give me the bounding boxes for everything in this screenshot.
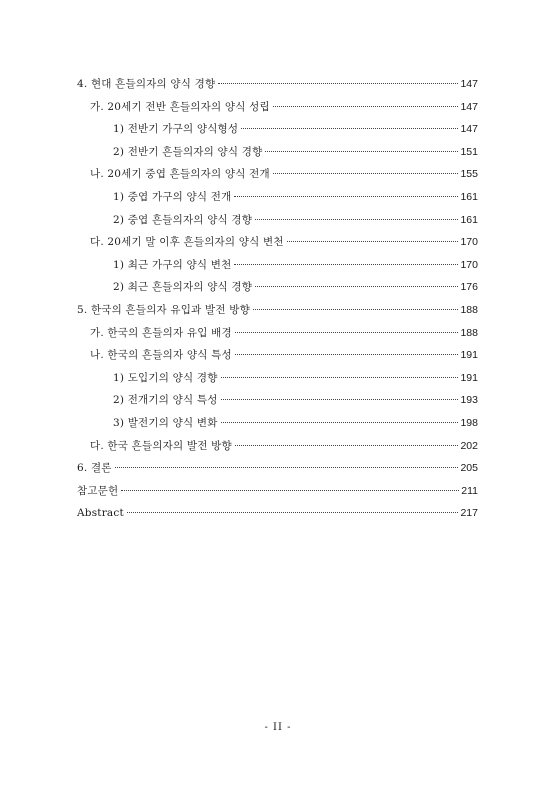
toc-entry-title: 2) 중엽 흔들의자의 양식 경향 [113, 213, 253, 226]
toc-entry[interactable] [77, 141, 478, 164]
toc-entry-title: 1) 도입기의 양식 경향 [113, 371, 218, 384]
dot-leader [265, 150, 458, 152]
toc-entry[interactable] [77, 96, 478, 119]
toc-entry[interactable] [77, 186, 478, 209]
toc-entry-page: 147 [460, 78, 478, 90]
toc-entry-title: 6. 결론 [77, 462, 112, 475]
toc-entry[interactable] [77, 322, 478, 345]
toc-entry[interactable] [77, 389, 478, 412]
toc-entry-title: 가. 한국의 흔들의자 유입 배경 [90, 326, 232, 339]
toc-entry-title: 나. 한국의 흔들의자 양식 특성 [90, 349, 232, 362]
toc-entry-page: 147 [460, 100, 478, 113]
toc-entry-title: 나. 20세기 중엽 흔들의자의 양식 전개 [90, 168, 270, 181]
toc-entry[interactable] [77, 73, 478, 96]
toc-entry[interactable] [77, 480, 478, 503]
dot-leader [287, 240, 459, 242]
toc-entry[interactable] [77, 209, 478, 232]
toc-entry[interactable] [77, 412, 478, 435]
toc-entry[interactable] [77, 163, 478, 186]
toc-entry-page: 205 [460, 462, 478, 475]
dot-leader [273, 172, 459, 174]
toc-entry[interactable] [77, 502, 478, 525]
dot-leader [255, 285, 458, 287]
dot-leader [234, 195, 458, 197]
toc-entry-title: 3) 발전기의 양식 변화 [113, 416, 218, 429]
table-of-contents [77, 73, 478, 525]
toc-entry-page: 170 [460, 258, 478, 271]
dot-leader [235, 444, 459, 446]
toc-entry-title: 4. 현대 흔들의자의 양식 경향 [77, 78, 216, 90]
toc-entry-title: 5. 한국의 흔들의자 유입과 발전 방향 [77, 303, 250, 316]
dot-leader [273, 105, 459, 107]
toc-entry-title: 참고문헌 [77, 484, 119, 497]
dot-leader [221, 421, 459, 423]
toc-entry[interactable] [77, 231, 478, 254]
toc-entry-page: 151 [460, 145, 478, 158]
dot-leader [241, 127, 458, 129]
toc-entry[interactable] [77, 344, 478, 367]
dot-leader [235, 353, 459, 355]
toc-entry-page: 161 [460, 213, 478, 226]
toc-entry[interactable] [77, 367, 478, 390]
dot-leader [255, 218, 458, 220]
dot-leader [115, 466, 459, 468]
toc-entry-title: 1) 중엽 가구의 양식 전개 [113, 190, 232, 203]
dot-leader [235, 331, 459, 333]
toc-entry-title: 다. 20세기 말 이후 흔들의자의 양식 변천 [90, 236, 284, 249]
toc-entry-page: 198 [460, 416, 478, 429]
toc-entry-title: 가. 20세기 전반 흔들의자의 양식 성립 [90, 100, 270, 113]
toc-entry-page: 155 [460, 168, 478, 181]
toc-entry-page: 176 [460, 281, 478, 294]
toc-entry[interactable] [77, 254, 478, 277]
toc-entry-title: Abstract [77, 507, 124, 520]
toc-entry[interactable] [77, 457, 478, 480]
toc-entry[interactable] [77, 299, 478, 322]
toc-entry-page: 217 [460, 507, 478, 520]
toc-entry[interactable] [77, 118, 478, 141]
toc-entry-page: 170 [460, 236, 478, 249]
toc-entry-page: 188 [460, 303, 478, 316]
dot-leader [127, 511, 459, 513]
toc-entry-page: 147 [460, 123, 478, 136]
dot-leader [121, 489, 459, 491]
dot-leader [234, 263, 458, 265]
toc-entry[interactable] [77, 276, 478, 299]
dot-leader [253, 308, 459, 310]
toc-entry[interactable] [77, 435, 478, 458]
toc-entry-page: 191 [460, 371, 478, 384]
toc-entry-title: 2) 전개기의 양식 특성 [113, 394, 218, 407]
toc-entry-title: 1) 최근 가구의 양식 변천 [113, 258, 232, 271]
toc-entry-page: 202 [460, 439, 478, 452]
dot-leader [221, 376, 459, 378]
toc-entry-page: 188 [460, 326, 478, 339]
toc-entry-title: 2) 전반기 흔들의자의 양식 경향 [113, 145, 263, 158]
page-number: - II - [264, 722, 292, 733]
toc-entry-title: 2) 최근 흔들의자의 양식 경향 [113, 281, 253, 294]
toc-entry-title: 다. 한국 흔들의자의 발전 방향 [90, 439, 232, 452]
toc-entry-page: 161 [460, 190, 478, 203]
toc-entry-page: 211 [461, 484, 478, 497]
toc-entry-title: 1) 전반기 가구의 양식형성 [113, 123, 239, 136]
toc-entry-page: 191 [460, 349, 478, 362]
dot-leader [221, 398, 459, 400]
dot-leader [218, 82, 458, 84]
toc-entry-page: 193 [460, 394, 478, 407]
